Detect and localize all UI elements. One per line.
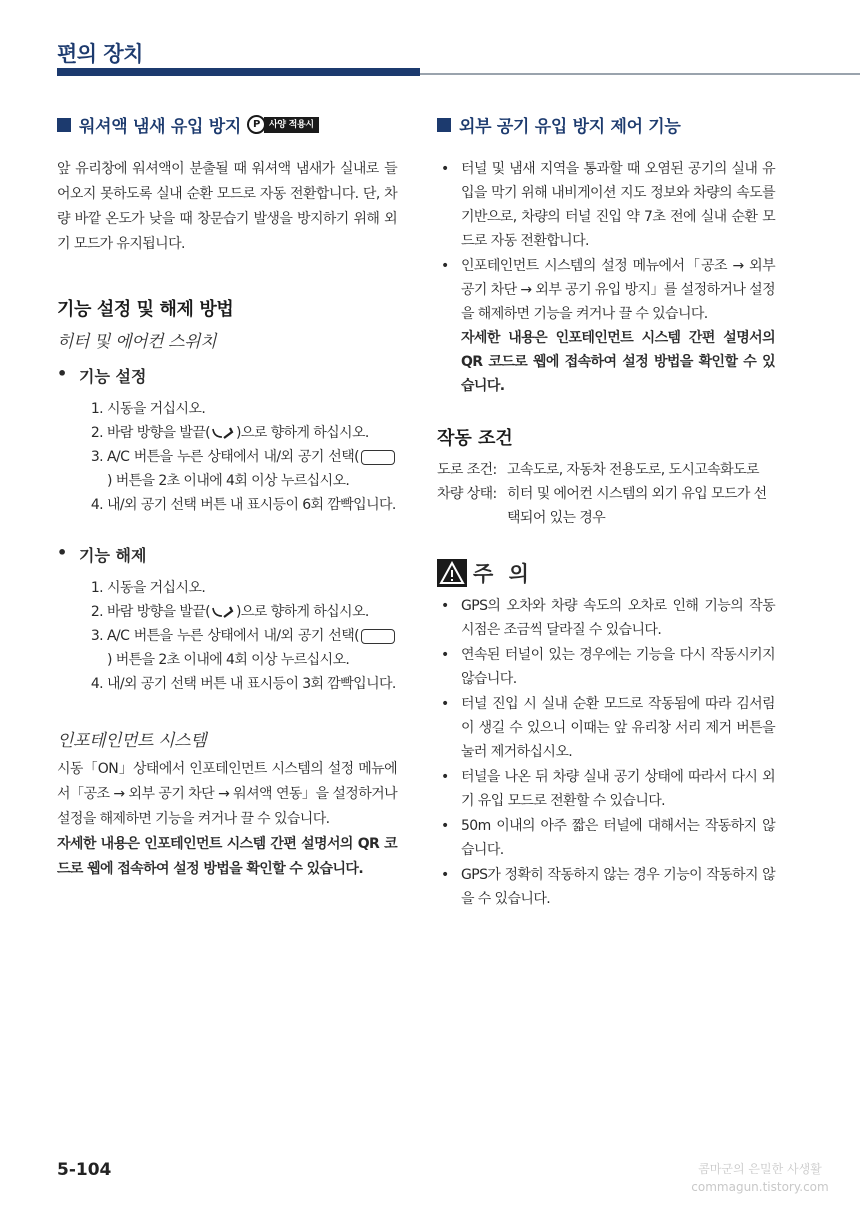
- list-item: 3. A/C 버튼을 누른 상태에서 내/외 공기 선택() 버튼을 2초 이내에 4회 이상 누르십시오.: [57, 445, 397, 493]
- list-item: • GPS의 오차와 차량 속도의 오차로 인해 기능의 작동 시점은 조금씩 달라질 수 있습니다.: [441, 598, 775, 638]
- list-item: • 터널 및 냄새 지역을 통과할 때 오염된 공기의 실내 유입을 막기 위해 내비게이션 지도 정보와 차량의 속도를 기반으로, 차량의 터널 진입 약 7초 전에 실내 순환 모드로 자동 전환합니다.: [441, 161, 775, 249]
- list-item: • 50m 이내의 아주 짧은 터널에 대해서는 작동하지 않습니다.: [441, 818, 775, 858]
- outside-air-bullets: [437, 157, 775, 398]
- right-column: [437, 112, 775, 912]
- list-item: • 터널을 나온 뒤 차량 실내 공기 상태에 따라서 다시 외기 유입 모드로 전환할 수 있습니다.: [441, 769, 775, 809]
- page-title: 편의 장치: [57, 42, 143, 66]
- recirculation-icon: [361, 629, 395, 644]
- outside-air-note: 자세한 내용은 인포테인먼트 시스템 간편 설명서의 QR 코드로 웹에 접속하여 설정 방법을 확인할 수 있습니다.: [461, 330, 775, 394]
- heading-infotainment: 인포테인먼트 시스템: [57, 731, 207, 751]
- heading-conditions: 작동 조건: [437, 428, 513, 449]
- infotainment-text: 시동「ON」상태에서 인포테인먼트 시스템의 설정 메뉴에서「공조 → 외부 공기 차단 → 워셔액 연동」을 설정하거나 설정을 해제하면 기능을 켜거나 끌 수 있습니다.: [57, 761, 397, 827]
- list-item: 4. 내/외 공기 선택 버튼 내 표시등이 6회 깜빡입니다.: [90, 497, 396, 513]
- option-badge-label: 사양 적용시: [264, 117, 319, 133]
- left-column: [57, 112, 397, 882]
- warning-triangle-icon: [437, 559, 467, 587]
- heading-heater-switch: 히터 및 에어컨 스위치: [57, 332, 217, 352]
- foot-airflow-icon: [210, 426, 236, 440]
- header-divider: [57, 68, 420, 76]
- section-title-outside-air: [437, 112, 775, 137]
- list-item: • 연속된 터널이 있는 경우에는 기능을 다시 작동시키지 않습니다.: [441, 647, 775, 687]
- caution-heading: 주 의: [437, 558, 775, 588]
- infotainment-note: 자세한 내용은 인포테인먼트 시스템 간편 설명서의 QR 코드로 웹에 접속하여 설정 방법을 확인할 수 있습니다.: [57, 836, 397, 877]
- header-divider-light: [420, 73, 860, 75]
- section-title-text: 외부 공기 유입 방지 제어 기능: [459, 117, 681, 137]
- set-steps: [57, 397, 397, 517]
- option-icon: P: [247, 115, 266, 134]
- option-badge: [247, 115, 319, 134]
- section-title-text: 워셔액 냄새 유입 방지: [79, 117, 241, 137]
- list-item: 4. 내/외 공기 선택 버튼 내 표시등이 3회 깜빡입니다.: [90, 676, 396, 692]
- page-number: 5-104: [57, 1160, 112, 1180]
- condition-row: 도로 조건: 고속도로, 자동차 전용도로, 도시고속화도로: [437, 462, 759, 478]
- list-item: 2. 바람 방향을 발끝( )으로 향하게 하십시오.: [90, 425, 369, 441]
- list-item: 2. 바람 방향을 발끝( )으로 향하게 하십시오.: [90, 604, 369, 620]
- release-steps: [57, 576, 397, 696]
- washer-intro: 앞 유리창에 워셔액이 분출될 때 워셔액 냄새가 실내로 들어오지 못하도록 실내 순환 모드로 자동 전환합니다. 단, 차량 바깥 온도가 낮을 때 창문습기 발생을 방지하기 위해 외기 모드가 유지됩니다.: [57, 161, 397, 252]
- square-bullet-icon: [57, 118, 71, 132]
- list-item: • 인포테인먼트 시스템의 설정 메뉴에서「공조 → 외부 공기 차단 → 외부 공기 유입 방지」를 설정하거나 설정을 해제하면 기능을 켜거나 끌 수 있습니다. 자세한 내용은 인포테인먼트 시스템 간편 설명서의 QR 코드로 웹에 접속하여 설정 방법을 확인할 수 있습니다.: [441, 258, 775, 394]
- list-item: 1. 시동을 거십시오.: [90, 401, 206, 417]
- recirculation-icon: [361, 450, 395, 465]
- foot-airflow-icon: [210, 605, 236, 619]
- list-item: 3. A/C 버튼을 누른 상태에서 내/외 공기 선택() 버튼을 2초 이내에 4회 이상 누르십시오.: [57, 624, 397, 672]
- heading-function-release: • 기능 해제: [57, 543, 147, 565]
- section-title-washer: [57, 112, 397, 137]
- caution-bullets: [437, 594, 775, 911]
- list-item: • 터널 진입 시 실내 순환 모드로 작동됨에 따라 김서림이 생길 수 있으니 이때는 앞 유리창 서리 제거 버튼을 눌러 제거하십시오.: [441, 696, 775, 760]
- square-bullet-icon: [437, 118, 451, 132]
- condition-row: 차량 상태: 히터 및 에어컨 시스템의 외기 유입 모드가 선택되어 있는 경우: [437, 486, 767, 526]
- watermark: 콤마군의 은밀한 사생활 commagun.tistory.com: [691, 1162, 829, 1194]
- list-item: 1. 시동을 거십시오.: [90, 580, 206, 596]
- list-item: • GPS가 정확히 작동하지 않는 경우 기능이 작동하지 않을 수 있습니다.: [441, 867, 775, 907]
- heading-function-set: • 기능 설정: [57, 364, 147, 386]
- heading-setup-method: 기능 설정 및 해제 방법: [57, 299, 234, 320]
